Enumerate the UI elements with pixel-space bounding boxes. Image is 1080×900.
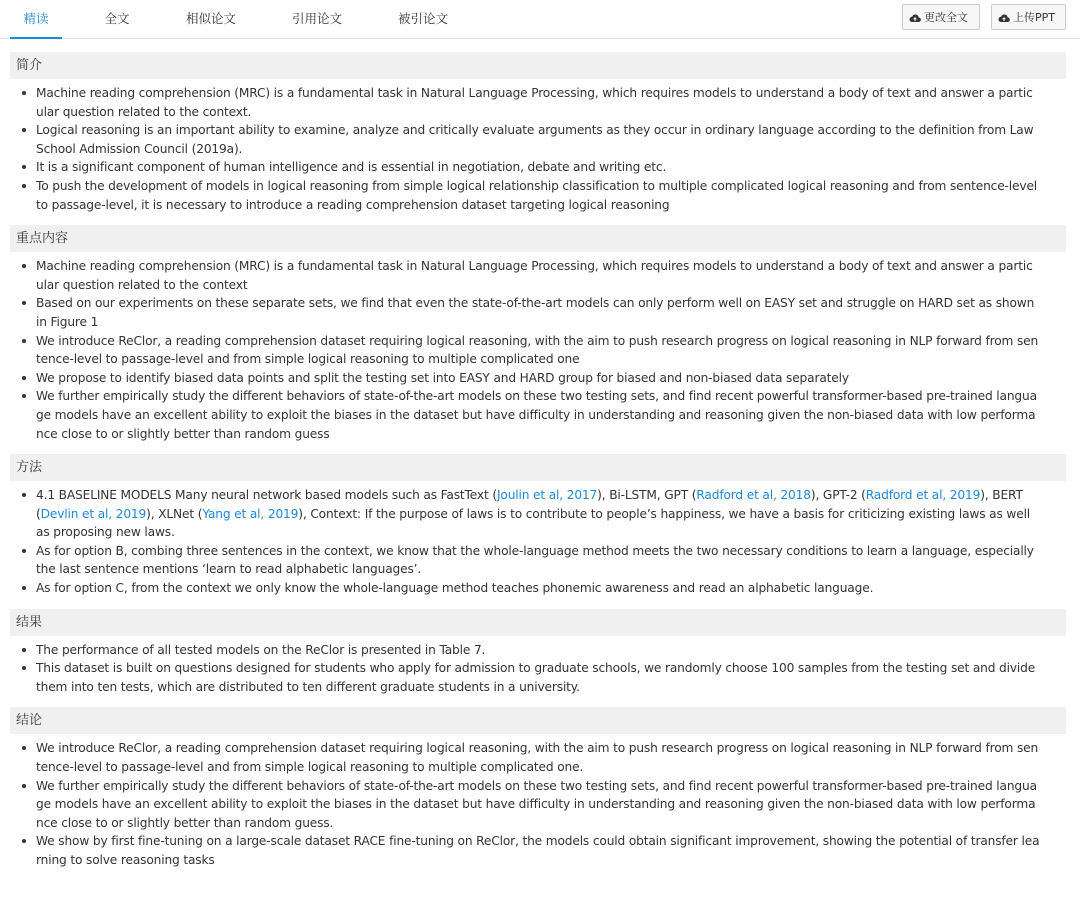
top-bar: [0, 0, 1080, 39]
bullet-item: We introduce ReClor, a reading comprehension dataset requiring logical reasoning, with the aim to push research progress on logical reasoning in NLP forward from sentence-level to passage-level and from simple logical reasoning to multiple complicated one: [10, 332, 1066, 369]
bullet-item: It is a significant component of human intelligence and is essential in negotiation, debate and writing etc.: [10, 158, 1066, 177]
bullet-item: This dataset is built on questions designed for students who apply for admission to graduate schools, we randomly choose 100 samples from the testing set and divide them into ten tests, which are distributed to ten different graduate students in a university.: [10, 659, 1066, 696]
bullet-item: We further empirically study the different behaviors of state-of-the-art models on these two testing sets, and find recent powerful transformer-based pre-trained language models have an excellent ability to exploit the biases in the dataset but have difficulty in understanding and reasoning given the non-biased data with low performance close to or slightly better than random guess.: [10, 777, 1066, 833]
section-intro: [10, 52, 1066, 214]
change-fulltext-button[interactable]: [902, 4, 980, 30]
bullet-list: [10, 486, 1066, 598]
tab-references[interactable]: 引用论文: [291, 11, 342, 26]
bullet-text: 4.1 BASELINE MODELS Many neural network based models such as FastText (: [36, 488, 497, 503]
tab-intensive-reading[interactable]: 精读: [10, 0, 62, 39]
bullet-item: As for option C, from the context we only know the whole-language method teaches phonemic awareness and read an alphabetic language.: [10, 579, 1066, 598]
section-title: 结果: [10, 609, 1066, 636]
bullet-item: We propose to identify biased data points and split the testing set into EASY and HARD group for biased and non-biased data separately: [10, 369, 1066, 388]
bullet-item: We show by first fine-tuning on a large-scale dataset RACE fine-tuning on ReClor, the models could obtain significant improvement, showing the potential of transfer learning to solve reasoning tasks: [10, 832, 1066, 869]
citation-link[interactable]: Radford et al, 2019: [865, 488, 981, 503]
section-title: 方法: [10, 454, 1066, 481]
citation-link[interactable]: Radford et al, 2018: [696, 488, 811, 503]
bullet-list: [10, 257, 1066, 443]
bullet-text: ), BERT (: [36, 488, 1023, 521]
section-conclusion: [10, 707, 1066, 869]
section-title: 简介: [10, 52, 1066, 79]
bullet-list: [10, 84, 1066, 214]
citation-link[interactable]: Joulin et al, 2017: [496, 488, 598, 503]
bullet-item: We introduce ReClor, a reading comprehension dataset requiring logical reasoning, with the aim to push research progress on logical reasoning in NLP forward from sentence-level to passage-level and from simple logical reasoning to multiple complicated one.: [10, 739, 1066, 776]
tab-cited-by[interactable]: 被引论文: [397, 11, 448, 26]
bullet-item: As for option B, combing three sentences in the context, we know that the whole-language method meets the two necessary conditions to learn a language, especially the last sentence mentions ‘learn to read alphabetic languages’.: [10, 542, 1066, 579]
bullet-item: Machine reading comprehension (MRC) is a fundamental task in Natural Language Processing, which requires models to understand a body of text and answer a particular question related to the context: [10, 257, 1066, 294]
upload-ppt-label: 上传PPT: [1013, 11, 1055, 24]
section-results: [10, 609, 1066, 697]
cloud-upload-icon: [998, 13, 1010, 23]
bullet-text: ), XLNet (: [146, 506, 203, 521]
bullet-item: Machine reading comprehension (MRC) is a fundamental task in Natural Language Processing, which requires models to understand a body of text and answer a particular question related to the context.: [10, 84, 1066, 121]
bullet-item: We further empirically study the different behaviors of state-of-the-art models on these two testing sets, and find recent powerful transformer-based pre-trained language models have an excellent ability to exploit the biases in the dataset but have difficulty in understanding and reasoning given the non-biased data with low performance close to or slightly better than random guess: [10, 387, 1066, 443]
bullet-text: ), Bi-LSTM, GPT (: [597, 488, 697, 503]
bullet-item: Logical reasoning is an important ability to examine, analyze and critically evaluate arguments as they occur in ordinary language according to the definition from Law School Admission Council (2019a).: [10, 121, 1066, 158]
cloud-upload-icon: [909, 13, 921, 23]
bullet-text: ), GPT-2 (: [810, 488, 866, 503]
tab-full-text[interactable]: 全文: [104, 11, 130, 26]
upload-ppt-button[interactable]: [991, 4, 1066, 30]
citation-link[interactable]: Yang et al, 2019: [202, 506, 299, 521]
tab-similar-papers[interactable]: 相似论文: [185, 11, 236, 26]
bullet-item: Based on our experiments on these separate sets, we find that even the state-of-the-art models can only perform well on EASY set and struggle on HARD set as shown in Figure 1: [10, 294, 1066, 331]
section-title: 结论: [10, 707, 1066, 734]
citation-link[interactable]: Devlin et al, 2019: [40, 506, 147, 521]
change-fulltext-label: 更改全文: [924, 11, 968, 24]
section-method: [10, 454, 1066, 598]
section-key-points: [10, 225, 1066, 443]
bullet-item: To push the development of models in logical reasoning from simple logical relationship classification to multiple complicated logical reasoning and from sentence-level to passage-level, it is necessary to introduce a reading comprehension dataset targeting logical reasoning: [10, 177, 1066, 214]
bullet-item: The performance of all tested models on the ReClor is presented in Table 7.: [10, 641, 1066, 660]
section-title: 重点内容: [10, 225, 1066, 252]
summary-content: [10, 52, 1066, 881]
bullet-item: [10, 486, 1066, 542]
bullet-text: ), Context: If the purpose of laws is to contribute to people’s happiness, we have a basis for criticizing existing laws as well as proposing new laws.: [36, 506, 1031, 540]
bullet-list: [10, 739, 1066, 869]
bullet-list: [10, 641, 1066, 697]
